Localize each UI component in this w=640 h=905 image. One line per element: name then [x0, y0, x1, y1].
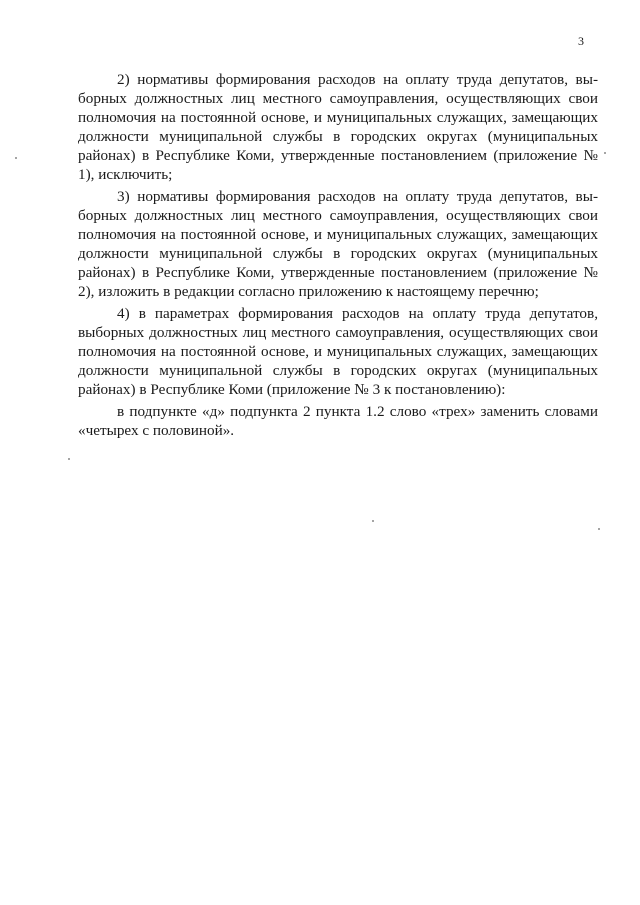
scan-speck	[68, 458, 70, 460]
scan-speck	[604, 152, 606, 154]
paragraph-subpoint: в подпункте «д» подпункта 2 пункта 1.2 слово «трех» заменить словами «четырех с половиной».	[78, 403, 598, 439]
paragraph-item-4: 4) в параметрах формирования расходов на оплату труда депутатов, выборных должностных лиц местного самоуправления, осуществляющих свои полномочия на постоянной основе, и муниципальных служащих, замещающих должности муниципальной службы в городских округах (муниципальных районах) в Республике Коми (приложение № 3 к постановлению):	[78, 305, 598, 398]
scan-speck	[372, 520, 374, 522]
document-body	[78, 70, 598, 443]
scan-speck	[598, 528, 600, 530]
scan-speck	[15, 157, 17, 159]
page-number: 3	[578, 34, 584, 48]
paragraph-item-2: 2) нормативы формирования расходов на оплату труда депутатов, выборных должностных лиц местного самоуправления, осуществляющих свои полномочия на постоянной основе, и муниципальных служащих, замещающих должности муниципальной службы в городских округах (муниципальных районах) в Республике Коми, утвержденные постановлением (приложение № 1), исключить;	[78, 71, 598, 183]
paragraph-item-3: 3) нормативы формирования расходов на оплату труда депутатов, выборных должностных лиц местного самоуправления, осуществляющих свои полномочия на постоянной основе, и муниципальных служащих, замещающих должности муниципальной службы в городских округах (муниципальных районах) в Республике Коми, утвержденные постановлением (приложение № 2), изложить в редакции согласно приложению к настоящему перечню;	[78, 188, 598, 300]
